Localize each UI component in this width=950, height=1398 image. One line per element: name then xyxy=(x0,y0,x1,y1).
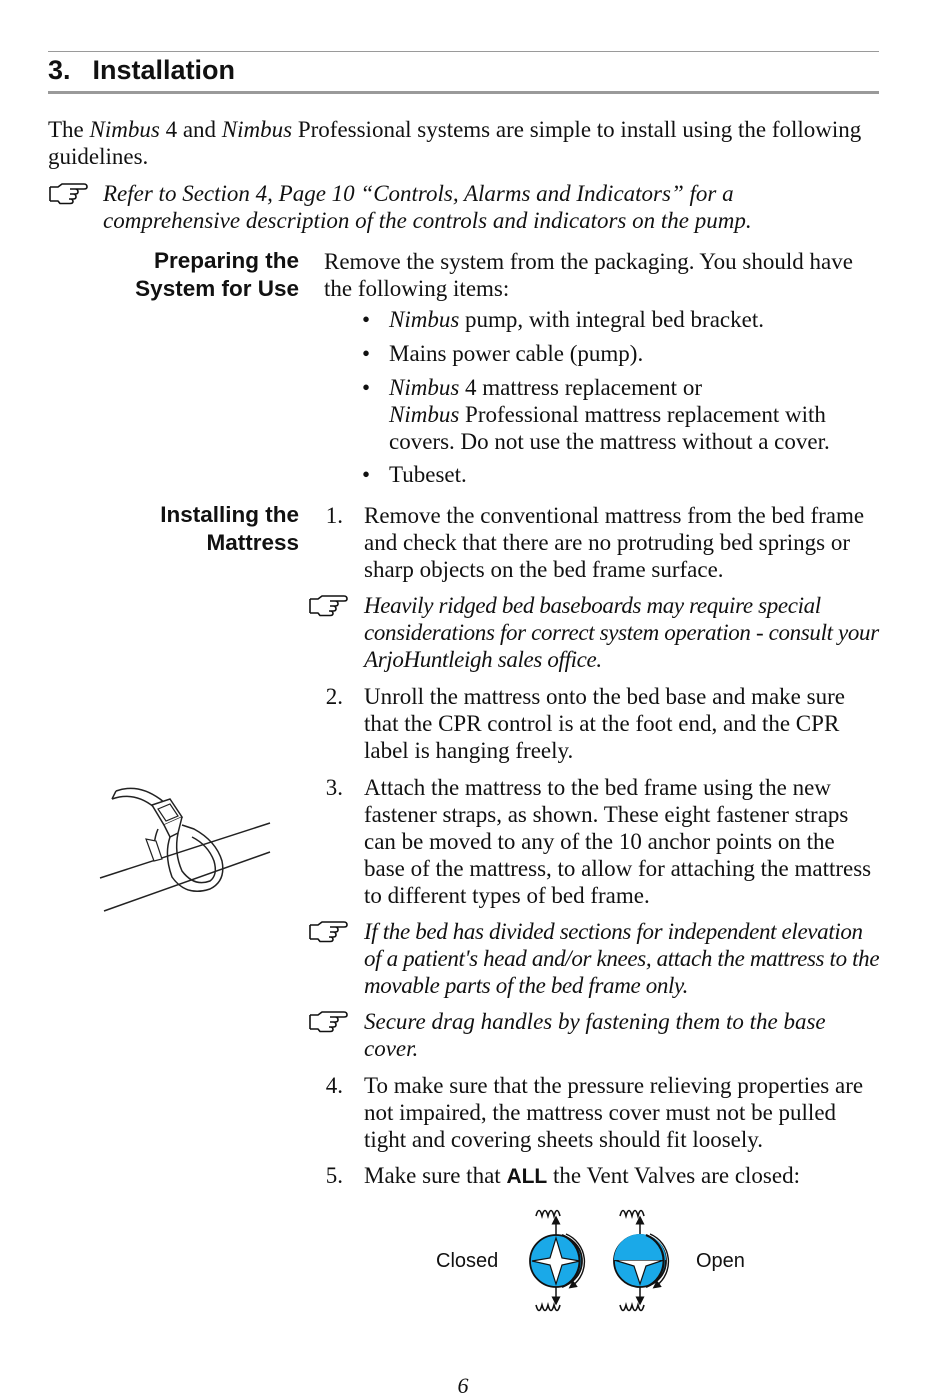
note-text: If the bed has divided sections for independent elevation of a patient's head and/or knees, attach the mattress to the movable parts of the bed frame only. xyxy=(364,919,880,998)
list-item: • Tubeset. xyxy=(362,462,467,487)
fastener-strap-illustration xyxy=(98,785,273,920)
preparing-heading: Preparing the System for Use xyxy=(135,248,299,301)
pointing-hand-icon xyxy=(308,1009,348,1033)
step-number: 2. xyxy=(325,684,343,709)
step-number: 1. xyxy=(325,503,343,528)
valve-open-label: Open xyxy=(696,1250,745,1272)
heading-rule xyxy=(48,91,879,94)
section-number: 3. xyxy=(48,55,71,85)
step-text: Make sure that ALL the Vent Valves are closed: xyxy=(364,1163,800,1188)
step-number: 4. xyxy=(325,1073,343,1098)
intro-paragraph: The Nimbus 4 and Nimbus Professional systems are simple to install using the following guidelines. xyxy=(48,117,862,169)
pointing-hand-icon xyxy=(308,919,348,943)
step-text: Remove the conventional mattress from the bed frame and check that there are no protruding bed springs or sharp objects on the bed frame surface. xyxy=(364,503,865,582)
step-text: Attach the mattress to the bed frame using the new fastener straps, as shown. These eight fastener straps can be moved to any of the 10 anchor points on the base of the mattress, to allow for attaching the mattress to different types of bed frame. xyxy=(364,775,872,908)
list-item: • Nimbus 4 mattress replacement or Nimbus Professional mattress replacement with covers. Do not use the mattress without a cover. xyxy=(362,375,830,454)
vent-valve-diagram xyxy=(522,1198,694,1323)
step-text: To make sure that the pressure relieving properties are not impaired, the mattress cover must not be pulled tight and covering sheets should fit loosely. xyxy=(364,1073,864,1152)
valve-closed-icon xyxy=(530,1211,584,1311)
note-reference: Refer to Section 4, Page 10 “Controls, Alarms and Indicators” for a comprehensive description of the controls and indicators on the pump. xyxy=(103,181,752,233)
note-text: Secure drag handles by fastening them to the base cover. xyxy=(364,1009,826,1061)
list-item: • Mains power cable (pump). xyxy=(362,341,644,366)
preparing-text: Remove the system from the packaging. You should have the following items: xyxy=(324,249,853,301)
step-text: Unroll the mattress onto the bed base and make sure that the CPR control is at the foot end, and the CPR label is hanging freely. xyxy=(364,684,845,763)
page-number: 6 xyxy=(457,1373,469,1398)
installing-heading: Installing the Mattress xyxy=(160,502,299,555)
valve-open-icon xyxy=(614,1211,668,1311)
note-text: Heavily ridged bed baseboards may require special considerations for correct system operation - consult your ArjoHuntleigh sales office. xyxy=(364,593,879,672)
pointing-hand-icon xyxy=(48,181,88,205)
section-heading xyxy=(48,54,235,86)
list-item: • Nimbus pump, with integral bed bracket. xyxy=(362,307,764,332)
step-number: 3. xyxy=(325,775,343,800)
valve-closed-label: Closed xyxy=(436,1250,499,1272)
section-title: Installation xyxy=(92,55,236,85)
top-rule xyxy=(48,51,879,52)
pointing-hand-icon xyxy=(308,593,348,617)
step-number: 5. xyxy=(325,1163,343,1188)
